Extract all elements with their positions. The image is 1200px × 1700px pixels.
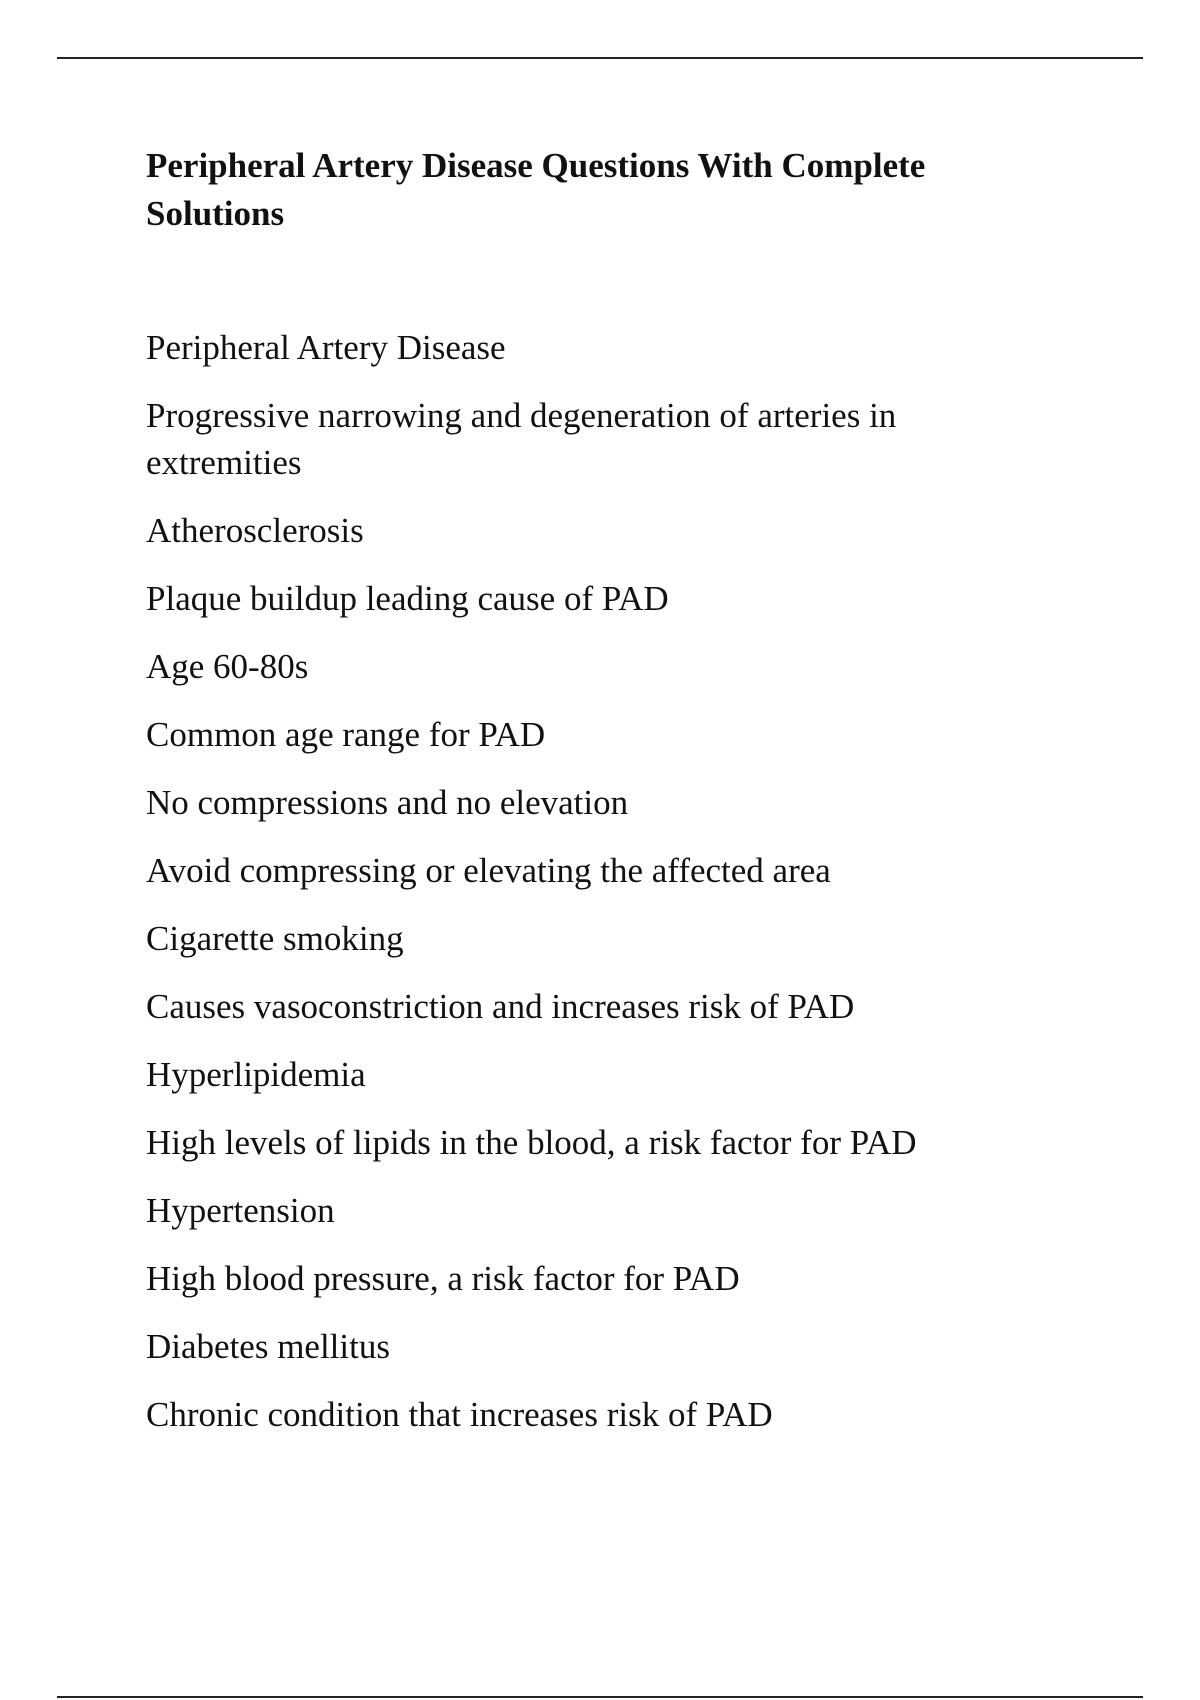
entry-definition: High levels of lipids in the blood, a risk factor for PAD [146,1123,917,1162]
entry-term: Hyperlipidemia [146,1055,366,1094]
entry-definition: Causes vasoconstriction and increases risk of PAD [146,987,855,1026]
entry-definition: Progressive narrowing and degeneration of arteries in extremities [146,396,897,482]
entry-definition: Plaque buildup leading cause of PAD [146,579,669,618]
page-content [146,142,1046,1459]
entry-term: No compressions and no elevation [146,783,629,822]
entry-term: Diabetes mellitus [146,1327,390,1366]
entry-term: Hypertension [146,1191,335,1230]
bottom-rule [57,1696,1143,1698]
entry-term: Age 60-80s [146,647,309,686]
entry-term: Cigarette smoking [146,919,404,958]
entry-definition: Common age range for PAD [146,715,546,754]
entry-definition: High blood pressure, a risk factor for PAD [146,1259,740,1298]
entry-term: Peripheral Artery Disease [146,328,506,367]
entry-list [146,324,1046,1438]
entry-definition: Chronic condition that increases risk of PAD [146,1395,773,1434]
entry-definition: Avoid compressing or elevating the affected area [146,851,831,890]
entry-term: Atherosclerosis [146,511,364,550]
top-rule [57,57,1143,59]
document-title: Peripheral Artery Disease Questions With Complete Solutions [146,146,926,233]
